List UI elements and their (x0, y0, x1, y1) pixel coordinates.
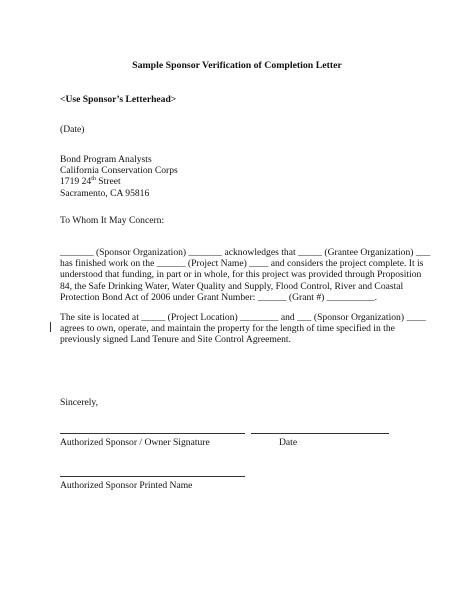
printed-name-label: Authorized Sponsor Printed Name (60, 480, 193, 491)
address-line-3 (60, 176, 178, 187)
paragraph-line: previously signed Land Tenure and Site Control Agreement. (60, 334, 291, 346)
paragraph-line: Protection Bond Act of 2006 under Grant Number: ______ (Grant #) __________. (60, 291, 378, 303)
address-line-1: Bond Program Analysts (60, 154, 152, 165)
date-placeholder: (Date) (60, 124, 85, 135)
letterhead-placeholder: <Use Sponsor’s Letterhead> (60, 94, 177, 105)
address-line-4: Sacramento, CA 95816 (60, 187, 150, 199)
closing: Sincerely, (60, 397, 99, 408)
paragraph-line: The site is located at _____ (Project Location) ________ and ___ (Sponsor Organization) ____ (60, 312, 426, 323)
address-line-2: California Conservation Corps (60, 165, 178, 177)
recipient-address (60, 154, 178, 199)
printed-name-line (60, 476, 245, 477)
letter-title: Sample Sponsor Verification of Completion Letter (132, 60, 342, 71)
date-label: Date (279, 437, 298, 448)
paragraph-line: _______ (Sponsor Organization) _______ acknowledges that _____ (Grantee Organization) ___ (60, 247, 431, 258)
paragraph-line: has finished work on the ______ (Project Name) ____ and considers the project complete. It is (60, 258, 424, 270)
salutation: To Whom It May Concern: (60, 215, 165, 226)
paragraph-site (60, 312, 430, 346)
text-cursor (50, 322, 51, 332)
paragraph-line: agrees to own, operate, and maintain the property for the length of time specified in the (60, 323, 395, 335)
paragraph-line: understood that funding, in part or in whole, for this project was provided through Proposition (60, 269, 422, 281)
paragraph-line: 84, the Safe Drinking Water, Water Quality and Supply, Flood Control, River and Coastal (60, 280, 404, 292)
street-ordinal: th (91, 176, 96, 183)
street-name: Street (95, 176, 121, 188)
street-number: 1719 24 (60, 176, 92, 188)
paragraph-acknowledgement (60, 247, 430, 303)
signature-label: Authorized Sponsor / Owner Signature (60, 437, 210, 448)
date-line (251, 433, 389, 434)
signature-line (60, 433, 245, 434)
